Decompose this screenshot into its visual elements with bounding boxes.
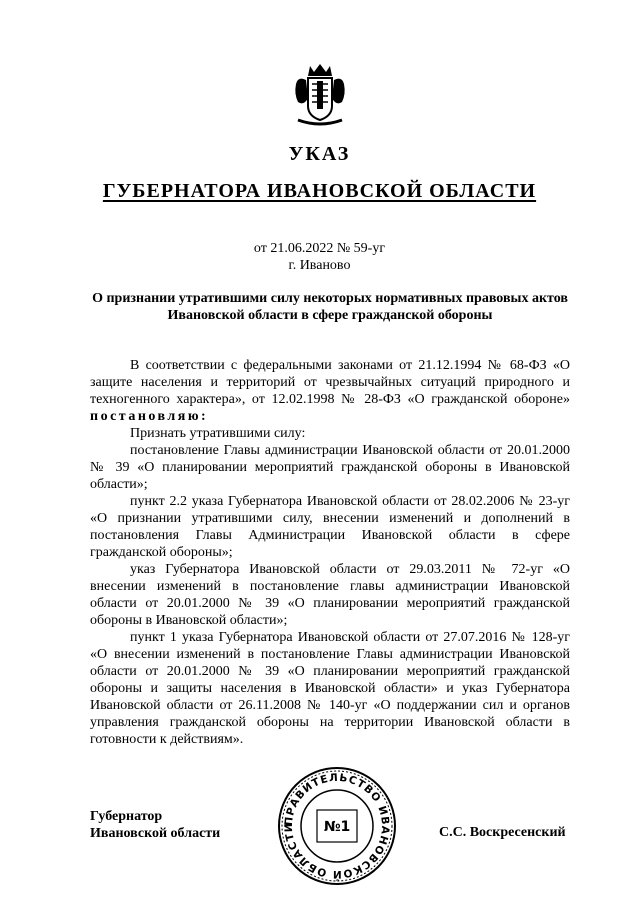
position-line-1: Губернатор [90, 809, 163, 824]
preamble-text: В соответствии с федеральными законами от 21.12.1994 № 68-ФЗ «О защите населения и территорий от чрезвычайных ситуаций природного и техногенного характера», от 12.02.1998 № 28-ФЗ «О гражданской обороне» [90, 358, 570, 407]
official-seal-stamp [276, 765, 398, 887]
signatory-name: С.С. Воскресенский [439, 825, 566, 840]
repealed-item-3: указ Губернатора Ивановской области от 29.03.2011 № 72-уг «О внесении изменений в постановление главы администрации Ивановской области от 20.01.2000 № 39 «О планировании мероприятий гражданской обороны в Ивановской области»; [90, 562, 570, 628]
issuer-title: ГУБЕРНАТОРА ИВАНОВСКОЙ ОБЛАСТИ [102, 180, 537, 202]
decree-subject: О признании утратившими силу некоторых нормативных правовых актов Ивановской области в сфере гражданской обороны [92, 291, 568, 323]
decree-city: г. Иваново [288, 258, 351, 273]
repealed-item-4: пункт 1 указа Губернатора Ивановской области от 27.07.2016 № 128-уг «О внесении изменений в постановление Главы администрации Ивановской области от 20.01.2000 № 39 «О планировании мероприятий гражданской обороны и защиты населения в Ивановской области» и указ Губернатора Ивановской области от 26.11.2008 № 140-уг «О поддержании сил и органов управления гражданской обороны на территории Ивановской области в готовности к действиям». [90, 630, 570, 747]
lead-paragraph: Признать утратившими силу: [130, 426, 306, 441]
date-block [0, 240, 639, 274]
position-line-2: Ивановской области [90, 826, 221, 841]
repealed-item-1: постановление Главы администрации Ивановской области от 20.01.2000 № 39 «О планировании мероприятий гражданской обороны в Ивановской области»; [90, 443, 570, 492]
signatory-position [90, 808, 220, 842]
decree-date-number: от 21.06.2022 № 59-уг [253, 241, 386, 256]
svg-text:ПРАВИТЕЛЬСТВО ИВАНОВСКОЙ ОБЛАС: ПРАВИТЕЛЬСТВО ИВАНОВСКОЙ ОБЛАСТИ [282, 771, 392, 881]
decree-body [90, 357, 570, 748]
document-type-title: УКАЗ [288, 143, 351, 165]
decree-word: постановляю: [90, 409, 209, 424]
svg-text:№1: №1 [323, 819, 351, 835]
coat-of-arms-emblem [294, 62, 346, 128]
repealed-item-2: пункт 2.2 указа Губернатора Ивановской области от 28.02.2006 № 23-уг «О признании утратившими силу, внесении изменений и дополнений в постановления Главы Администрации Ивановской области в сфере гражданской обороны»; [90, 494, 570, 560]
preamble-paragraph [90, 357, 570, 425]
